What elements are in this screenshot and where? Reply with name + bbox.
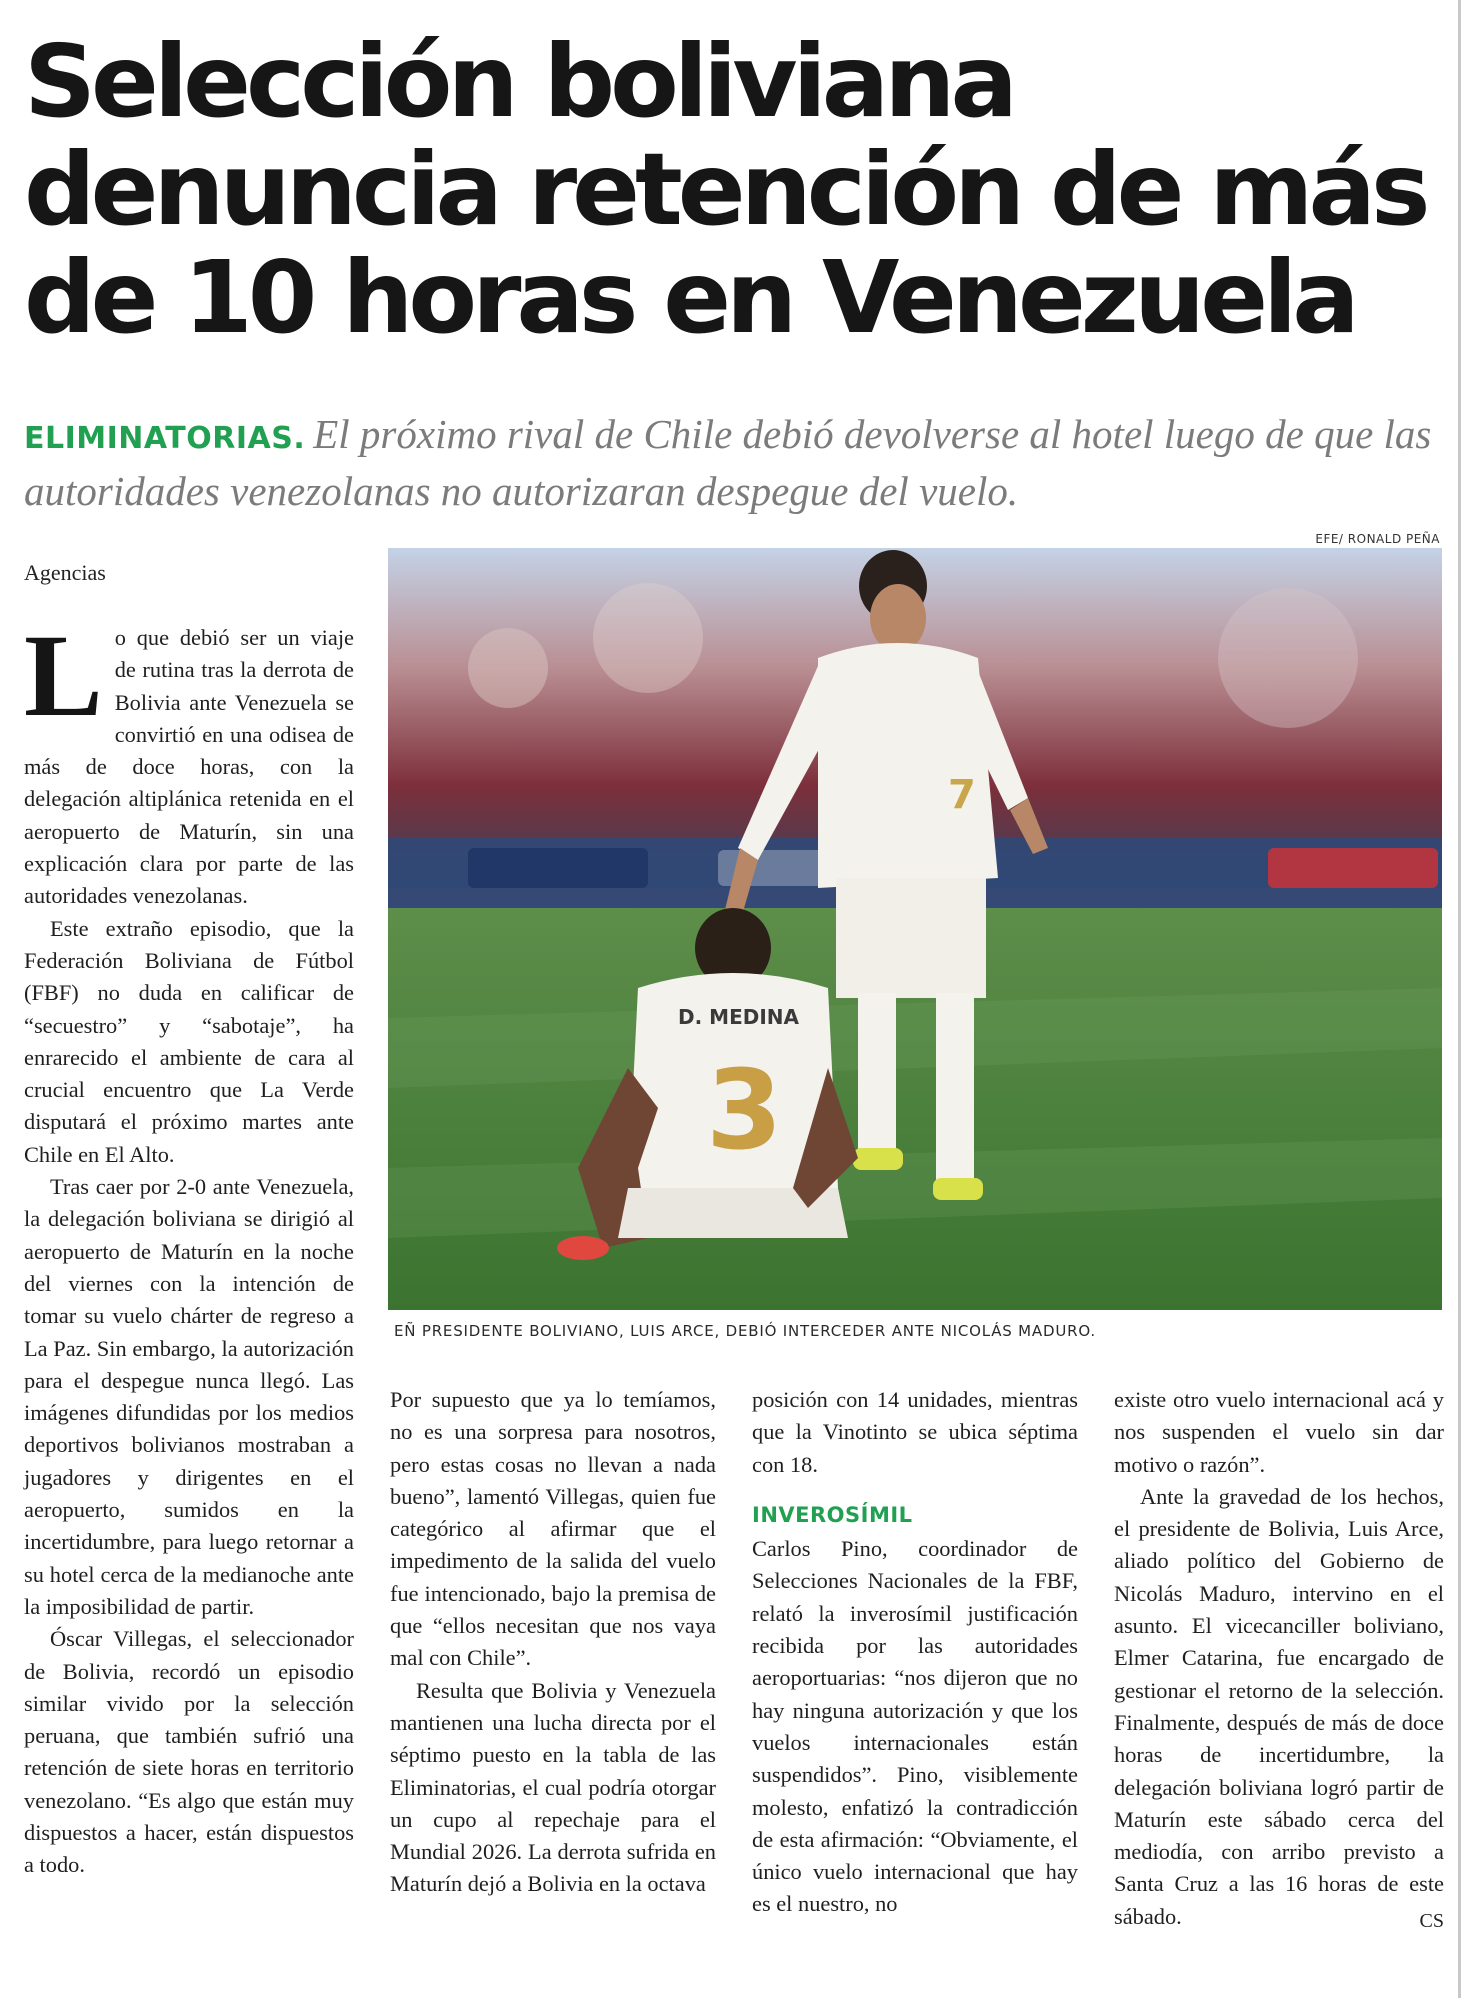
headline-line-2: denuncia retención de más [24,131,1426,248]
article-column-2 [390,1384,716,1901]
article-paragraph: posición con 14 unidades, mientras que la Vinotinto se ubica séptima con 18. [752,1387,1078,1477]
deck-text: El próximo rival de Chile debió devolverse al hotel luego de que las autoridades venezolanas no autorizaran despegue del vuelo. [24,411,1432,514]
photo-caption: EÑ PRESIDENTE BOLIVIANO, LUIS ARCE, DEBIÓ INTERCEDER ANTE NICOLÁS MADURO. [394,1322,1096,1340]
section-subhead: INVEROSÍMIL [752,1502,913,1527]
photo-credit: EFE/ RONALD PEÑA [1315,532,1440,546]
headline [24,23,1444,356]
headline-line-1: Selección boliviana [24,23,1013,140]
jersey-name: D. MEDINA [678,1005,799,1029]
byline: Agencias [24,560,106,585]
paragraph-text: o que debió ser un viaje de rutina tras la derrota de Bolivia ante Venezuela se convirtió en una odisea de más de doce horas, con la delegación altiplánica retenida en el aeropuerto de Maturín, sin una explicación clara por parte de las autoridades venezolanas. [24,625,354,909]
article-paragraph: Resulta que Bolivia y Venezuela mantienen una lucha directa por el séptimo puesto en la tabla de las Eliminatorias, el cual podría otorgar un cupo al repechaje para el Mundial 2026. La derrota sufrida en Maturín dejó a Bolivia en la octava [390,1677,716,1897]
article-paragraph: Por supuesto que ya lo temíamos, no es una sorpresa para nosotros, pero estas cosas no llevan a nada bueno”, lamentó Villegas, quien fue categórico al afirmar que el impedimento de la salida del vuelo fue intencionado, bajo la premisa de que “ellos necesitan que nos vaya mal con Chile”. [390,1387,716,1671]
article-paragraph: Óscar Villegas, el seleccionador de Bolivia, recordó un episodio similar vivido por la selección peruana, que también sufrió una retención de siete horas en territorio venezolano. “Es algo que están muy dispuestos a hacer, están dispuestos a todo. [24,1626,354,1878]
headline-line-3: de 10 horas en Venezuela [24,239,1355,356]
article-photo [388,548,1442,1310]
end-mark: CS [1419,1909,1444,1932]
jersey-number-back: 3 [706,1046,783,1174]
article-paragraph [1114,1481,1444,1933]
section-kicker: ELIMINATORIAS. [24,421,306,456]
photo-illustration [388,548,1442,1310]
article-paragraph: Este extraño episodio, que la Federación Boliviana de Fútbol (FBF) no duda en calificar de “secuestro” y “sabotaje”, ha enrarecido el ambiente de cara al crucial encuentro que La Verde disputará el próximo martes ante Chile en El Alto. [24,915,354,1167]
jersey-number-front: 7 [948,772,976,818]
paragraph-text: Ante la gravedad de los hechos, el presidente de Bolivia, Luis Arce, aliado político del Gobierno de Nicolás Maduro, intervino en el asunto. El vicecanciller boliviano, Elmer Catarina, fue encargado de gestionar el retorno de la selección. Finalmente, después de más de doce horas de incertidumbre, la delegación boliviana logró partir de Maturín este sábado cerca del mediodía, con arribo previsto a Santa Cruz a las 16 horas de este sábado. [1114,1483,1444,1929]
article-column-1 [24,610,354,1882]
article-column-4 [1114,1384,1444,1937]
article-paragraph: Carlos Pino, coordinador de Selecciones Nacionales de la FBF, relató la inverosímil justificación recibida por las autoridades aeroportuarias: “nos dijeron que no hay ninguna autorización y que los vuelos internacionales están suspendidos”. Pino, visiblemente molesto, enfatizó la contradicción de esta afirmación: “Obviamente, el único vuelo internacional que hay es el nuestro, no [752,1536,1078,1917]
article-column-3 [752,1384,1078,1921]
deck [24,408,1444,517]
article-paragraph [24,610,354,913]
drop-cap: L [24,610,103,741]
article-paragraph: Tras caer por 2-0 ante Venezuela, la delegación boliviana se dirigió al aeropuerto de Maturín en la noche del viernes con la intención de tomar su vuelo chárter de regreso a La Paz. Sin embargo, la autorización para el despegue nunca llegó. Las imágenes difundidas por los medios deportivos bolivianos mostraban a jugadores y dirigentes en el aeropuerto, sumidos en la incertidumbre, para luego retornar a su hotel cerca de la medianoche ante la imposibilidad de partir. [24,1174,354,1619]
page-edge-rule [1458,0,1461,1998]
article-paragraph: existe otro vuelo internacional acá y nos suspenden el vuelo sin dar motivo o razón”. [1114,1387,1444,1477]
